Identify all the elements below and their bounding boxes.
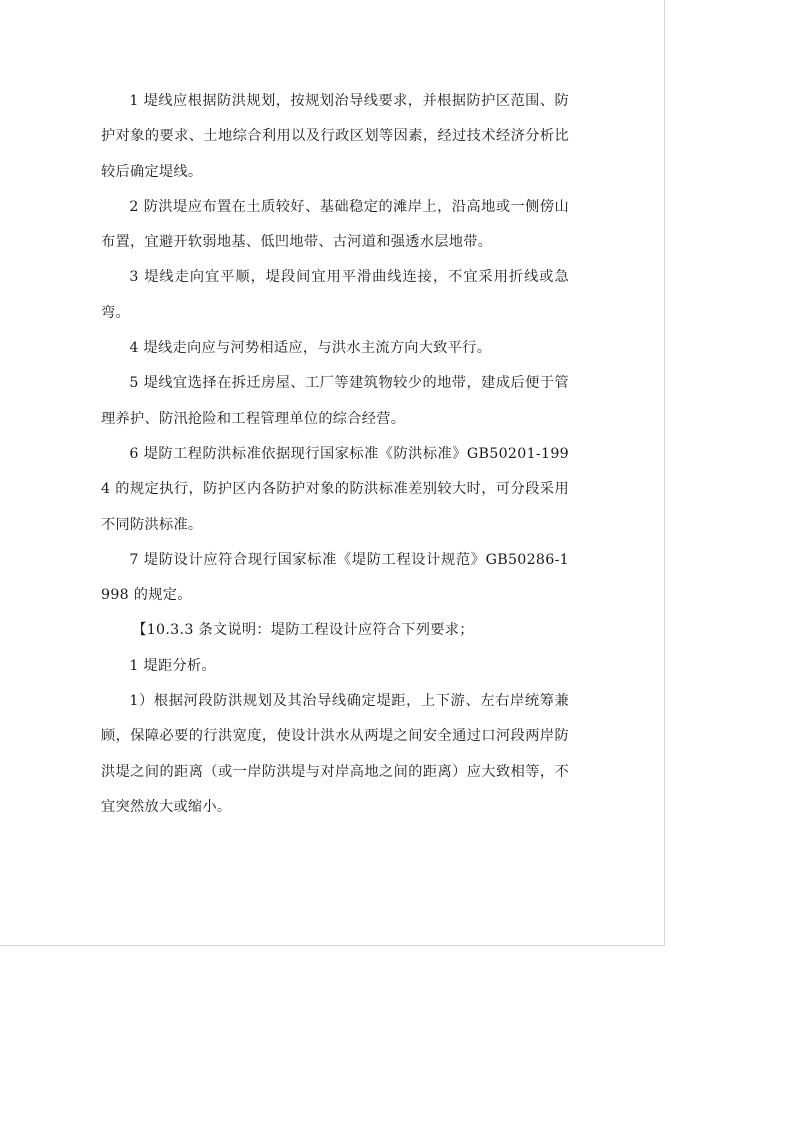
paragraph-1: 1 堤线应根据防洪规划，按规划治导线要求，并根据防护区范围、防护对象的要求、土地综合利用以及行政区划等因素，经过技术经济分析比较后确定堤线。 — [101, 93, 569, 180]
paragraph-3: 3 堤线走向宜平顺，堤段间宜用平滑曲线连接，不宜采用折线或急弯。 — [101, 269, 569, 321]
paragraph-2: 2 防洪堤应布置在土质较好、基础稳定的滩岸上，沿高地或一侧傍山布置，宜避开软弱地基、低凹地带、古河道和强透水层地带。 — [101, 198, 569, 251]
paragraph-5: 5 堤线宜选择在拆迁房屋、工厂等建筑物较少的地带，建成后便于管理养护、防汛抢险和工程管理单位的综合经营。 — [101, 375, 569, 427]
paragraph-4: 4 堤线走向应与河势相适应，与洪水主流方向大致平行。 — [129, 340, 492, 357]
paragraph-dike-spacing-1: 1）根据河段防洪规划及其治导线确定堤距，上下游、左右岸统筹兼顾，保障必要的行洪宽度，使设计洪水从两堤之间安全通过口河段两岸防洪堤之间的距离（或一岸防洪堤与对岸高地之间的距离）应大致相等，不宜突然放大或缩小。 — [101, 693, 569, 815]
paragraph-7: 7 堤防设计应符合现行国家标准《堤防工程设计规范》GB50286-1998 的规定。 — [101, 551, 569, 604]
clause-explanation-heading: 【10.3.3 条文说明：堤防工程设计应符合下列要求； — [132, 622, 474, 639]
subheading-dike-spacing: 1 堤距分析。 — [129, 657, 216, 674]
document-body — [101, 84, 569, 825]
paragraph-6: 6 堤防工程防洪标准依据现行国家标准《防洪标准》GB50201-1994 的规定执行，防护区内各防护对象的防洪标准差别较大时，可分段采用不同防洪标准。 — [101, 445, 569, 533]
